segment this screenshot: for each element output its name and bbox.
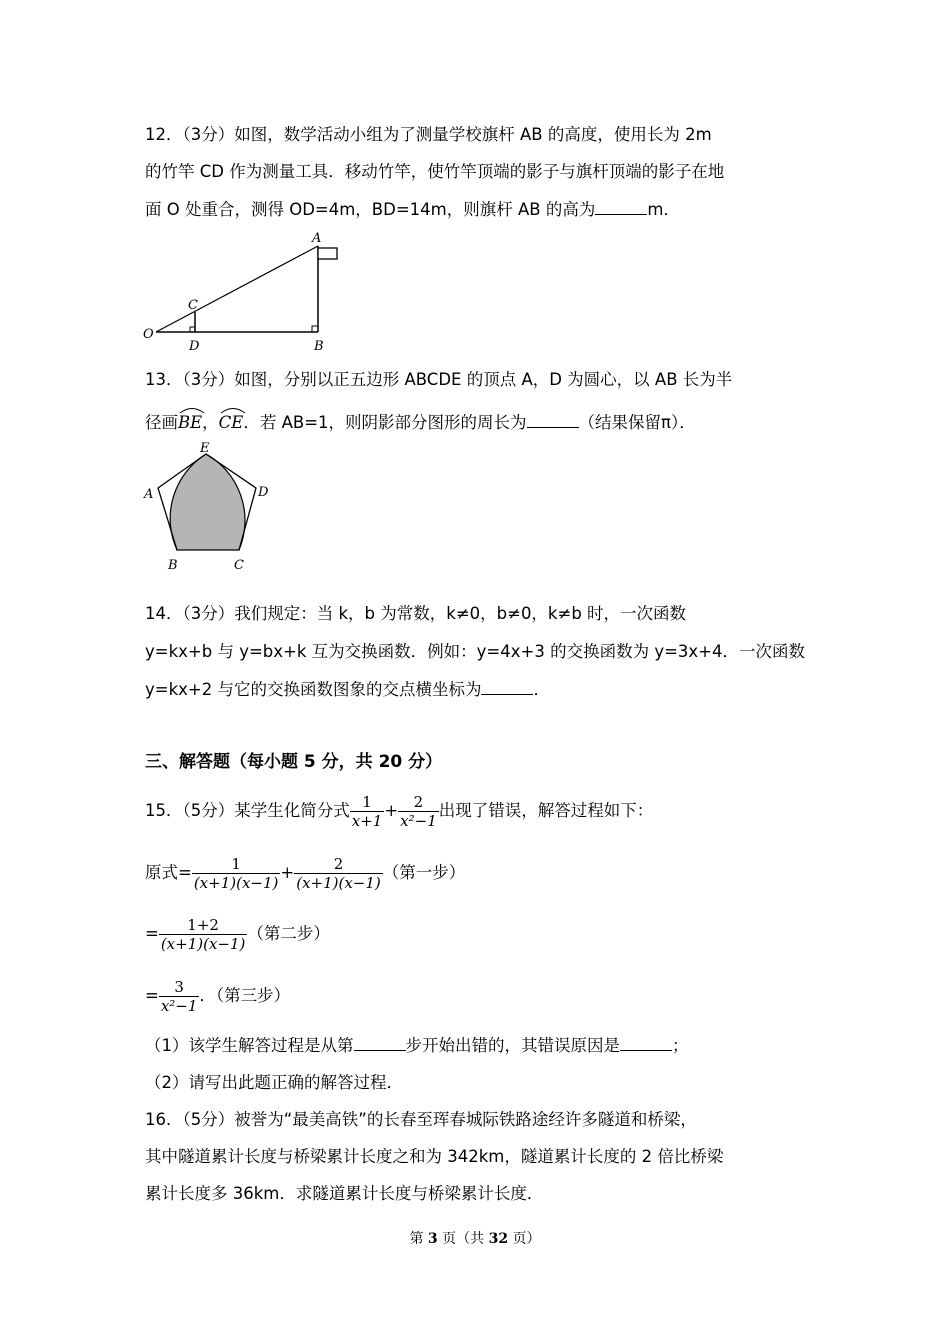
fraction xyxy=(159,916,248,953)
label-a: A xyxy=(144,487,154,502)
denominator: x+1 xyxy=(351,812,383,830)
q12-line3-text: 面 O 处重合，测得 OD=4m，BD=14m，则旗杆 AB 的高为 xyxy=(145,200,596,219)
footer-post: 页） xyxy=(508,1231,541,1247)
q15-intro xyxy=(145,792,653,830)
fraction xyxy=(294,855,383,892)
denominator: (x+1)(x−1) xyxy=(160,935,246,953)
q16-line2: 其中隧道累计长度与桥梁累计长度之和为 342km，隧道累计长度的 2 倍比桥梁 xyxy=(145,1147,724,1166)
q13-separator: ， xyxy=(202,413,219,432)
numerator: 1 xyxy=(350,793,385,812)
sub1-post: ； xyxy=(672,1036,689,1055)
answer-blank xyxy=(595,200,647,215)
q16-line1: 16．（5分）被誉为“最美高铁”的长春至珲春城际铁路途经许多隧道和桥梁， xyxy=(145,1110,697,1129)
numerator: 1+2 xyxy=(159,916,248,935)
sub1-text: （1）该学生解答过程是从第 xyxy=(145,1036,354,1055)
q15-intro-text: 15．（5分）某学生化简分式 xyxy=(145,801,350,820)
label-c: C xyxy=(234,558,244,573)
q14-line3-text: y=kx+2 与它的交换函数图象的交点横坐标为 xyxy=(145,680,482,699)
q12-line1: 12．（3分）如图，数学活动小组为了测量学校旗杆 AB 的高度，使用长为 2m xyxy=(145,125,712,144)
fraction xyxy=(350,793,385,830)
label-b: B xyxy=(314,339,324,354)
fraction xyxy=(159,978,200,1015)
flag xyxy=(318,248,337,259)
q15-step2 xyxy=(145,915,330,953)
shadow-ray xyxy=(156,246,318,332)
page-footer xyxy=(0,1228,950,1248)
sub1-mid: 步开始出错的，其错误原因是 xyxy=(405,1036,620,1055)
step-prefix: = xyxy=(145,924,159,943)
numerator: 2 xyxy=(398,793,439,812)
arc-be-label: BE xyxy=(178,413,203,432)
numerator: 1 xyxy=(192,855,281,874)
arc-ce xyxy=(219,406,244,434)
denominator: (x+1)(x−1) xyxy=(296,874,381,892)
answer-blank xyxy=(481,680,533,695)
q13-line2-post: （结果保留π）． xyxy=(578,413,696,432)
arc-ce-label: CE xyxy=(218,413,244,432)
section-heading: 三、解答题（每小题 5 分，共 20 分） xyxy=(145,752,443,772)
label-a: A xyxy=(312,231,322,246)
plus-sign: + xyxy=(280,863,295,882)
q14-line1: 14．（3分）我们规定：当 k，b 为常数，k≠0，b≠0，k≠b 时，一次函数 xyxy=(145,604,687,623)
q13-line1: 13．（3分）如图，分别以正五边形 ABCDE 的顶点 A，D 为圆心，以 AB 长为半 xyxy=(145,370,733,389)
q12-line3-unit: m． xyxy=(647,200,680,219)
q12-line2: 的竹竿 CD 作为测量工具．移动竹竿，使竹竿顶端的影子与旗杆顶端的影子在地 xyxy=(145,162,725,181)
denominator: x²−1 xyxy=(160,997,198,1015)
label-e: E xyxy=(200,441,210,456)
step-prefix: 原式= xyxy=(145,863,192,882)
step-prefix: = xyxy=(145,986,159,1005)
shaded-region xyxy=(170,454,245,550)
arc-be xyxy=(178,406,202,434)
q13-line2-mid: ．若 AB=1，则阴影部分图形的周长为 xyxy=(243,413,527,432)
step-label: （第一步） xyxy=(382,863,466,882)
right-angle-b xyxy=(312,326,318,332)
label-d: D xyxy=(189,339,200,354)
answer-blank xyxy=(354,1036,406,1051)
label-c: C xyxy=(188,298,198,313)
q13-line2-text: 径画 xyxy=(145,413,178,432)
q13-pentagon-figure xyxy=(138,436,278,576)
numerator: 2 xyxy=(294,855,383,874)
numerator: 3 xyxy=(159,978,200,997)
footer-mid: 页（共 xyxy=(437,1231,489,1247)
label-b: B xyxy=(168,558,178,573)
plus-sign: + xyxy=(384,801,399,820)
footer-pre: 第 xyxy=(409,1231,428,1247)
answer-blank xyxy=(620,1036,672,1051)
label-d: D xyxy=(258,485,269,500)
label-o: O xyxy=(143,327,154,342)
step-label: （第二步） xyxy=(247,924,330,943)
fraction xyxy=(192,855,281,892)
q12-figure xyxy=(138,228,348,358)
answer-blank xyxy=(527,413,579,428)
denominator: x²−1 xyxy=(400,812,437,830)
q15-step1 xyxy=(145,854,465,892)
step-label: ．（第三步） xyxy=(199,986,291,1005)
q15-step3 xyxy=(145,977,290,1015)
q14-line3 xyxy=(145,679,550,701)
q12-line3 xyxy=(145,199,680,221)
q14-line3-post: ． xyxy=(533,680,550,699)
q15-sub2: （2）请写出此题正确的解答过程． xyxy=(145,1073,403,1092)
page-total: 32 xyxy=(488,1231,509,1247)
page-number: 3 xyxy=(427,1231,438,1247)
q13-line2 xyxy=(145,406,696,434)
q14-line2: y=kx+b 与 y=bx+k 互为交换函数．例如：y=4x+3 的交换函数为 y=3x+4．一次函数 xyxy=(145,642,805,661)
q15-intro-post: 出现了错误，解答过程如下： xyxy=(438,801,654,820)
q16-line3: 累计长度多 36km．求隧道累计长度与桥梁累计长度． xyxy=(145,1184,544,1203)
q15-sub1 xyxy=(145,1035,689,1057)
fraction xyxy=(398,793,439,830)
denominator: (x+1)(x−1) xyxy=(193,874,279,892)
